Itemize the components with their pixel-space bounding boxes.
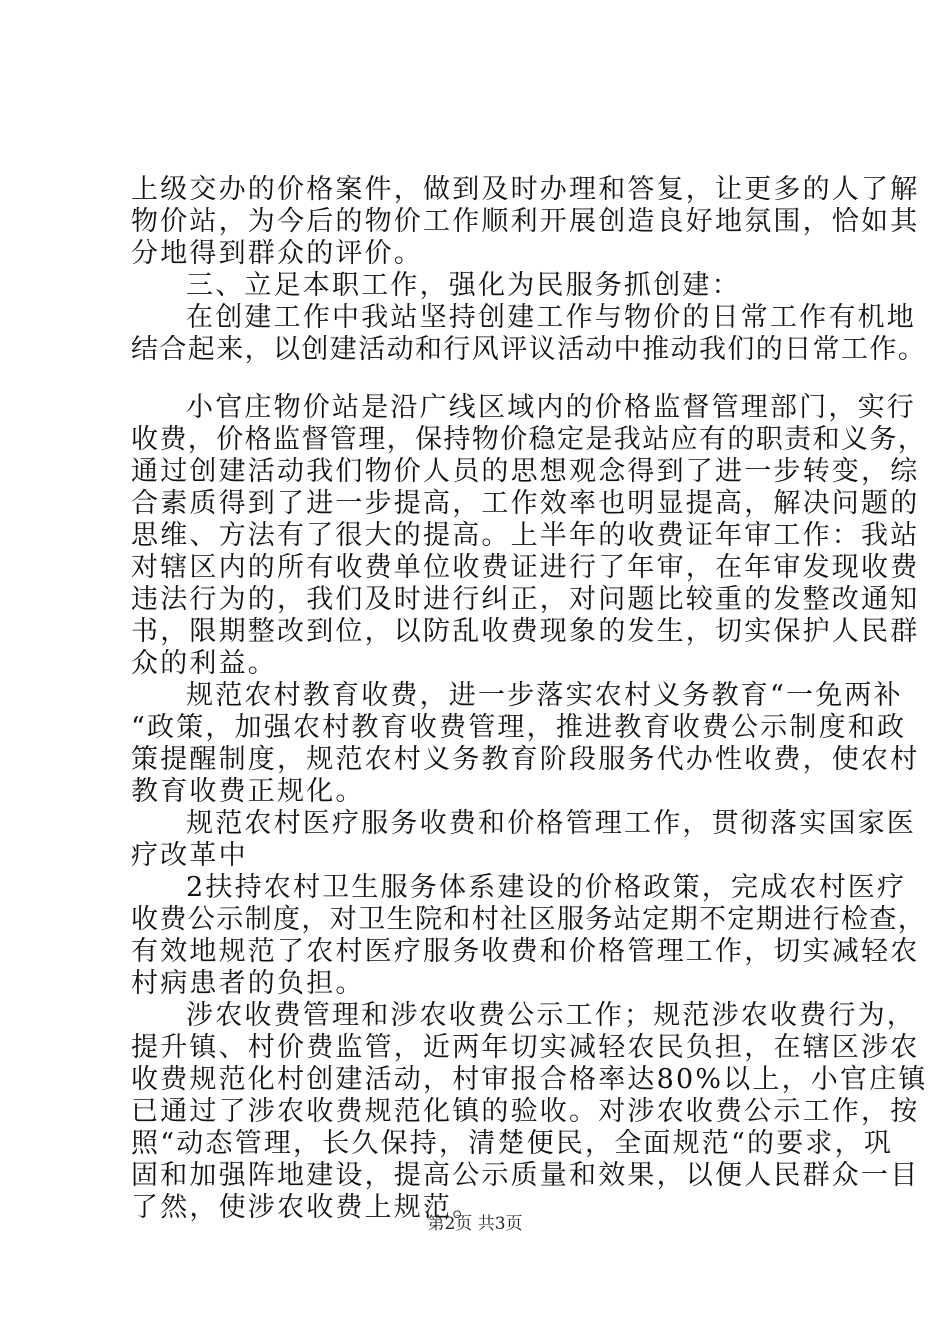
text-line: 照“动态管理，长久保持，清楚便民，全面规范“的要求，巩	[131, 1128, 894, 1159]
text-line: 疗改革中	[131, 840, 248, 871]
text-line: 收费公示制度，对卫生院和村社区服务站定期不定期进行检查，	[131, 904, 927, 935]
text-line: 众的利益。	[131, 648, 277, 679]
text-line: 结合起来，以创建活动和行风评议活动中推动我们的日常工作。	[131, 334, 927, 365]
text-line: 合素质得到了进一步提高，工作效率也明显提高，解决问题的	[131, 488, 920, 519]
text-line: 了然，使涉农收费上规范。	[131, 1192, 482, 1223]
text-line: 已通过了涉农收费规范化镇的验收。对涉农收费公示工作，按	[131, 1096, 920, 1127]
section-heading: 三、立足本职工作，强化为民服务抓创建：	[186, 270, 741, 301]
text-line: 思维、方法有了很大的提高。上半年的收费证年审工作：我站	[131, 520, 920, 551]
text-line: 违法行为的，我们及时进行纠正，对问题比较重的发整改通知	[131, 584, 920, 615]
text-line: 书，限期整改到位，以防乱收费现象的发生，切实保护人民群	[131, 616, 920, 647]
text-line: 小官庄物价站是沿广线区域内的价格监督管理部门，实行	[186, 392, 916, 423]
text-line: 固和加强阵地建设，提高公示质量和效果，以便人民群众一目	[131, 1160, 920, 1191]
text-line: 有效地规范了农村医疗服务收费和价格管理工作，切实减轻农	[131, 936, 920, 967]
text-line: 对辖区内的所有收费单位收费证进行了年审，在年审发现收费	[131, 552, 920, 583]
text-line: 规范农村医疗服务收费和价格管理工作，贯彻落实国家医	[186, 808, 916, 839]
text-line: 提升镇、村价费监管，近两年切实减轻农民负担，在辖区涉农	[131, 1032, 920, 1063]
text-line: 村病患者的负担。	[131, 968, 365, 999]
text-line: 教育收费正规化。	[131, 776, 365, 807]
text-line: 2扶持农村卫生服务体系建设的价格政策，完成农村医疗	[186, 872, 907, 903]
text-line: 通过创建活动我们物价人员的思想观念得到了进一步转变，综	[131, 456, 920, 487]
page-number: 第2页 共3页	[427, 1214, 523, 1234]
text-line: 上级交办的价格案件，做到及时办理和答复，让更多的人了解	[131, 174, 920, 205]
text-line: 涉农收费管理和涉农收费公示工作；规范涉农收费行为，	[186, 1000, 916, 1031]
text-line: 物价站，为今后的物价工作顺利开展创造良好地氛围，恰如其	[131, 206, 920, 237]
text-line: 收费规范化村创建活动，村审报合格率达80%以上，小官庄镇	[131, 1064, 928, 1095]
text-line: 分地得到群众的评价。	[131, 238, 423, 269]
text-line: 在创建工作中我站坚持创建工作与物价的日常工作有机地	[186, 302, 916, 333]
text-line: 收费，价格监督管理，保持物价稳定是我站应有的职责和义务，	[131, 424, 927, 455]
text-line: 规范农村教育收费，进一步落实农村义务教育“一免两补	[186, 680, 903, 711]
text-line: “政策，加强农村教育收费管理，推进教育收费公示制度和政	[131, 712, 907, 743]
text-line: 策提醒制度，规范农村义务教育阶段服务代办性收费，使农村	[131, 744, 920, 775]
